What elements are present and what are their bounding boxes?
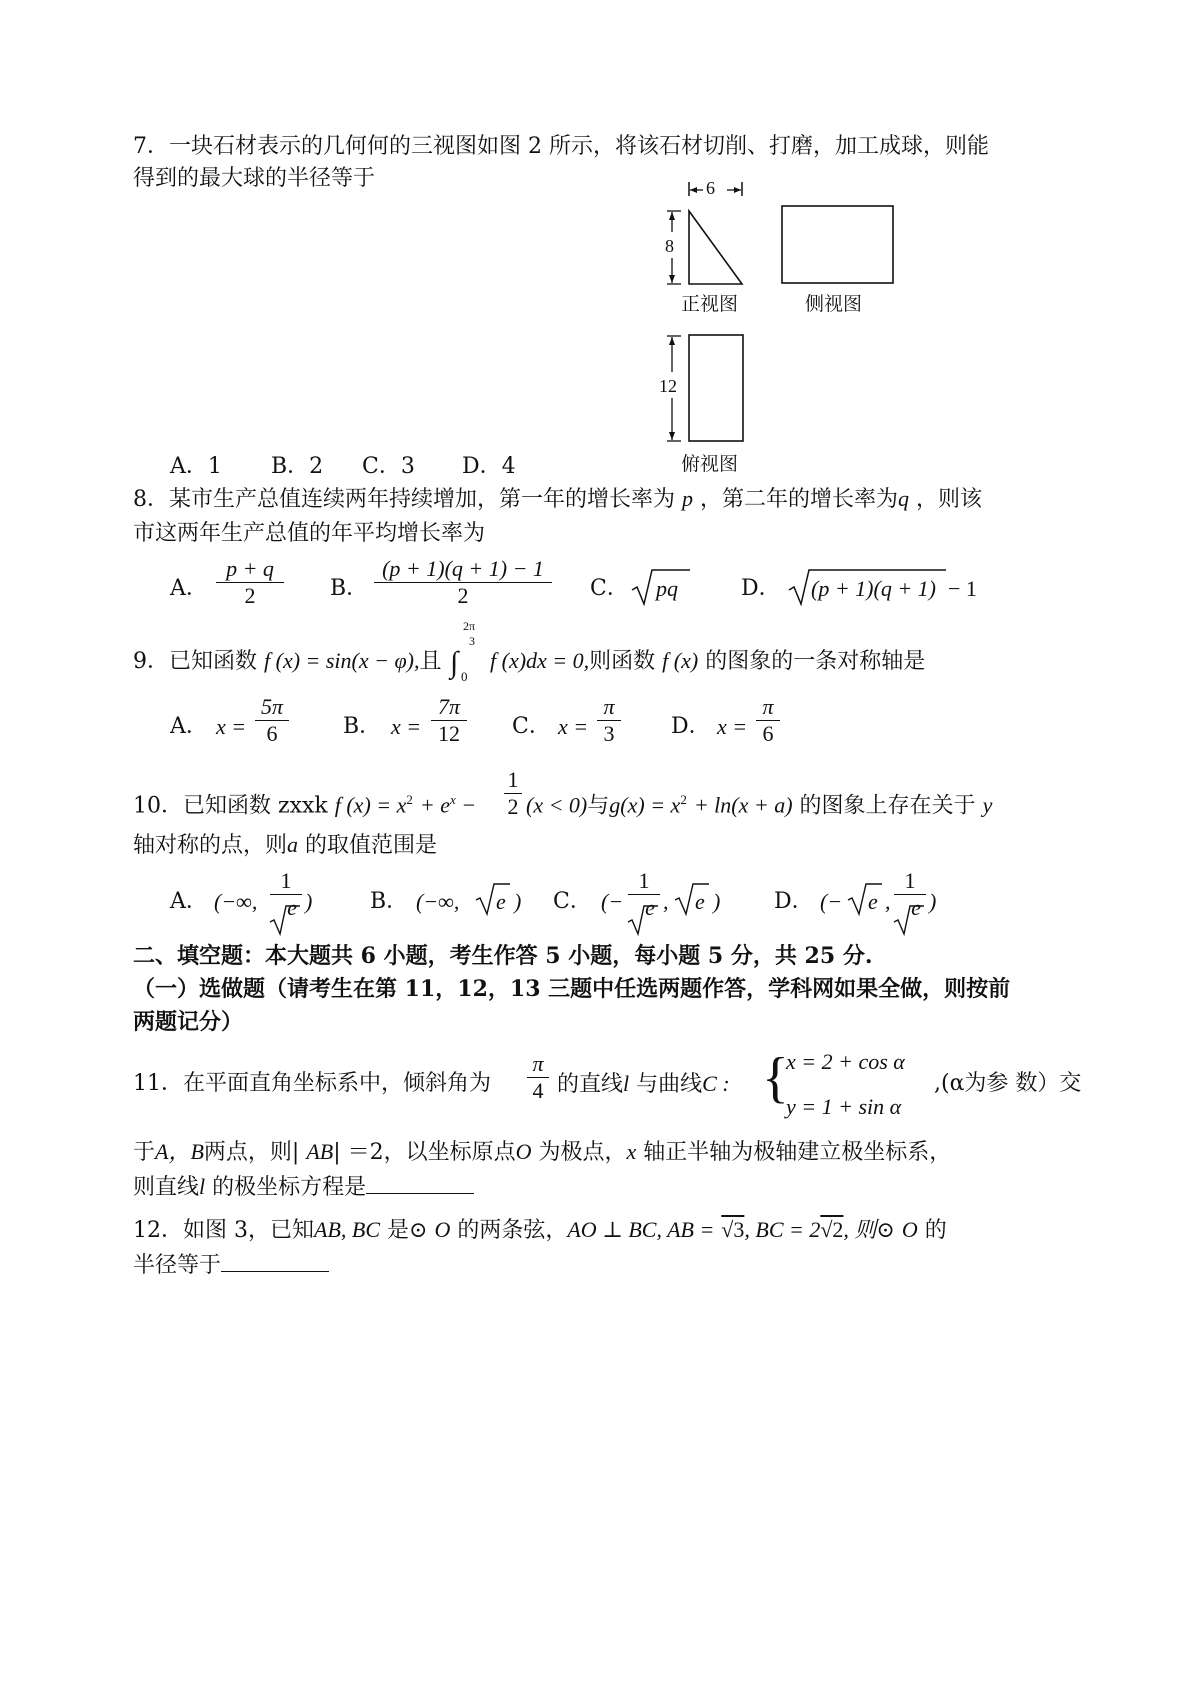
q9-upper-limit-den: 3 [469, 634, 475, 648]
section2-sub2: 两题记分） [133, 1009, 244, 1035]
q10-option-a-fraction: 1 e [270, 868, 302, 921]
q10-half-fraction: 1 2 [504, 767, 522, 820]
q11-line3: 则直线l 的极坐标方程是 [133, 1171, 474, 1203]
dim-width-label: 6 [706, 178, 715, 198]
q10-option-d-label: D． [774, 889, 814, 914]
q8-line2: 市这两年生产总值的年平均增长率为 [133, 521, 486, 546]
q9-option-d-lhs: x = [717, 714, 748, 739]
q8-option-d-expr: (p + 1)(q + 1) [811, 576, 936, 601]
q8-option-c-label: C． [590, 576, 629, 601]
q10-line1: 10．已知函数 zxxk f $(x) = x^2 + e^x$ − [133, 792, 476, 819]
q8-option-a-label: A． [170, 576, 208, 601]
q7-option-b: B．2 [271, 454, 324, 479]
q10-option-c-label: C． [553, 889, 592, 914]
q7-option-d: D．4 [462, 454, 516, 479]
q11-angle-fraction: π 4 [527, 1051, 549, 1104]
q10-option-a-label: A． [170, 889, 208, 914]
q9-line1: 9．已知函数 f (x) = sin(x − φ),且 [133, 648, 442, 674]
q9-option-b-fraction: 7π 12 [431, 694, 467, 747]
q7-line1: 7．一块石材表示的几何何的三视图如图 2 所示，将该石材切削、打磨，加工成球，则能 [133, 134, 989, 159]
q8-option-d-tail: − 1 [948, 576, 977, 601]
q10-option-c-pre: (− [601, 889, 624, 914]
q11-line2: 于A，B两点，则| AB| ＝2，以坐标原点O 为极点，x 轴正半轴为极轴建立极坐标系， [133, 1139, 952, 1165]
q10-option-c-post: ) [713, 889, 721, 914]
q11-line1-pre: 11．在平面直角坐标系中，倾斜角为 [133, 1071, 491, 1096]
q10-option-d-post: ) [929, 889, 937, 914]
q10-option-d-sqrt: e [868, 889, 878, 914]
side-view-label: 侧视图 [805, 293, 863, 315]
q11-param: ,(α为参 数）交 [934, 1071, 1082, 1096]
q9-option-a-fraction: 5π 6 [255, 694, 289, 747]
q9-option-b-label: B． [343, 714, 382, 739]
q10-option-d-fraction: 1 e [894, 868, 926, 921]
q10-option-c-sqrt: e [695, 889, 705, 914]
q10-line2: 轴对称的点，则a 的取值范围是 [133, 832, 438, 858]
q12-answer-blank [221, 1249, 329, 1272]
q8-option-c-expr: pq [656, 576, 678, 601]
q7-option-c: C．3 [362, 454, 415, 479]
q7-option-a: A．1 [170, 454, 222, 479]
q11-eq1: x = 2 + cos α [786, 1049, 905, 1074]
q8-option-a-fraction: p + q 2 [216, 556, 284, 609]
q10-option-b-post: ) [514, 889, 522, 914]
section2-heading: 二、填空题：本大题共 6 小题，考生作答 5 小题，每小题 5 分，共 25 分. [133, 943, 873, 969]
q9-option-d-label: D． [671, 714, 711, 739]
q10-option-c-mid: , [663, 889, 669, 914]
top-view-label: 俯视图 [681, 453, 739, 475]
q10-line1-rest: (x < 0)与$g(x) = x^2 + \ln(x + a)$ 的图象上存在关于 y [526, 792, 993, 819]
section2-sub1: （一）选做题（请考生在第 11，12，13 三题中任选两题作答，学科网如果全做，则按前 [133, 976, 1011, 1002]
q10-option-d-pre: (− [820, 889, 843, 914]
q11-eq2: y = 1 + sin α [786, 1094, 902, 1119]
q11-line1-mid: 的直线l 与曲线C : [557, 1071, 730, 1097]
q8-option-d-label: D． [741, 576, 781, 601]
q11-answer-blank [366, 1171, 474, 1194]
q8-option-b-fraction: (p + 1)(q + 1) − 1 2 [374, 556, 552, 609]
q9-option-c-label: C． [512, 714, 551, 739]
q10-option-c-fraction: 1 e [628, 868, 660, 921]
q9-option-a-label: A． [170, 714, 208, 739]
q10-option-b-label: B． [370, 889, 409, 914]
dim-depth-label: 12 [659, 376, 677, 396]
q8-line1: 8．某市生产总值连续两年持续增加，第一年的增长率为 p ，第二年的增长率为q ，则该 [133, 486, 983, 512]
q10-option-d-mid: , [885, 889, 891, 914]
front-view-label: 正视图 [681, 293, 739, 315]
q10-option-a-pre: (−∞, [214, 889, 258, 914]
q12-line2: 半径等于 [133, 1249, 329, 1281]
q9-option-b-lhs: x = [391, 714, 422, 739]
q9-option-d-fraction: π 6 [756, 694, 780, 747]
q12-line1: 12．如图 3，已知AB, BC 是⊙ O 的两条弦，AO ⊥ BC, AB = √3, BC = 2√2, 则⊙ O 的 [133, 1217, 947, 1243]
q8-option-b-label: B． [330, 576, 369, 601]
q11-brace: { [762, 1047, 789, 1109]
q10-option-b-pre: (−∞, [416, 889, 460, 914]
q9-integral-sign: ∫ [450, 646, 459, 679]
q9-upper-limit: 2π [463, 619, 476, 633]
q9-lower-limit: 0 [461, 669, 468, 684]
dim-height-label: 8 [665, 236, 674, 256]
q9-option-c-fraction: π 3 [597, 694, 621, 747]
q9-line1-rest: f (x)dx = 0,则函数 f (x) 的图象的一条对称轴是 [490, 648, 926, 674]
q9-option-c-lhs: x = [558, 714, 589, 739]
q7-line2: 得到的最大球的半径等于 [133, 166, 376, 191]
q10-option-b-sqrt: e [496, 889, 506, 914]
q9-option-a-lhs: x = [216, 714, 247, 739]
q10-option-a-post: ) [305, 889, 313, 914]
